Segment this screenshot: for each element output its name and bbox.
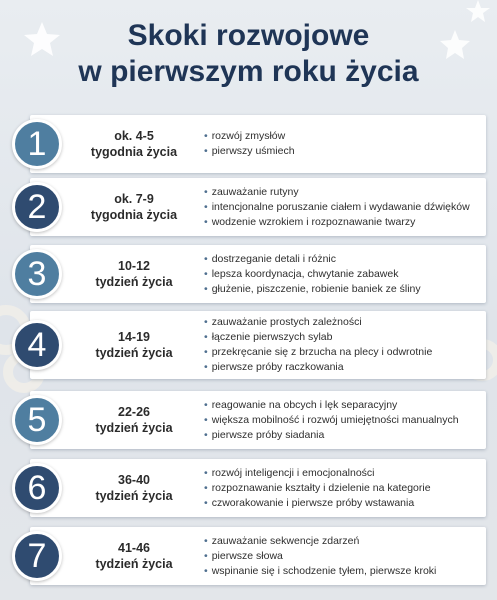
- milestone-item: • zauważanie sekwencje zdarzeń: [204, 534, 480, 549]
- period-unit: tygodnia życia: [90, 145, 178, 159]
- milestone-item: • głużenie, piszczenie, robienie baniek ze śliny: [204, 282, 480, 297]
- period-range: 14-19: [118, 330, 150, 344]
- leap-period: [74, 245, 194, 303]
- period-range: 41-46: [118, 541, 150, 555]
- leap-number-badge: 4: [12, 320, 62, 370]
- period-unit: tygodnia życia: [90, 208, 178, 222]
- title-line-1: Skoki rozwojowe: [127, 19, 370, 52]
- leap-period: [74, 311, 194, 379]
- leap-period: [74, 391, 194, 449]
- milestone-list: [204, 311, 480, 379]
- milestone-item: • dostrzeganie detali i różnic: [204, 252, 480, 267]
- period-unit: tydzień życia: [95, 421, 173, 435]
- period-unit: tydzień życia: [95, 275, 173, 289]
- milestone-item: • rozwój zmysłów: [204, 129, 480, 144]
- milestone-list: [204, 115, 480, 173]
- milestone-item: • rozpoznawanie kształty i dzielenie na kategorie: [204, 481, 480, 496]
- milestone-list: [204, 459, 480, 517]
- leap-2: [12, 178, 486, 236]
- milestone-item: • pierwsze próby raczkowania: [204, 360, 480, 375]
- milestone-item: • łączenie pierwszych sylab: [204, 330, 480, 345]
- period-range: 22-26: [118, 405, 150, 419]
- leap-1: [12, 115, 486, 173]
- period-unit: tydzień życia: [95, 489, 173, 503]
- period-range: ok. 4-5: [114, 129, 154, 143]
- milestone-item: • pierwsze słowa: [204, 549, 480, 564]
- leap-4: [12, 311, 486, 379]
- leap-number-badge: 3: [12, 249, 62, 299]
- leap-number-badge: 5: [12, 395, 62, 445]
- milestone-item: • intencjonalne poruszanie ciałem i wydawanie dźwięków: [204, 200, 480, 215]
- milestone-item: • większa mobilność i rozwój umiejętności manualnych: [204, 413, 480, 428]
- milestone-item: • przekręcanie się z brzucha na plecy i odwrotnie: [204, 345, 480, 360]
- leap-number-badge: 7: [12, 531, 62, 581]
- milestone-item: • wodzenie wzrokiem i rozpoznawanie twarzy: [204, 215, 480, 230]
- leap-period: [74, 459, 194, 517]
- title-line-2: w pierwszym roku życia: [78, 55, 419, 88]
- leap-number-badge: 2: [12, 182, 62, 232]
- leap-period: [74, 178, 194, 236]
- period-unit: tydzień życia: [95, 557, 173, 571]
- milestone-list: [204, 245, 480, 303]
- page-title: [0, 18, 497, 90]
- milestone-item: • czworakowanie i pierwsze próby wstawania: [204, 496, 480, 511]
- milestone-item: • zauważanie prostych zależności: [204, 315, 480, 330]
- period-unit: tydzień życia: [95, 346, 173, 360]
- milestone-list: [204, 178, 480, 236]
- milestone-item: • pierwszy uśmiech: [204, 144, 480, 159]
- milestone-item: • zauważanie rutyny: [204, 185, 480, 200]
- milestone-item: • pierwsze próby siadania: [204, 428, 480, 443]
- leap-5: [12, 391, 486, 449]
- milestone-list: [204, 527, 480, 585]
- milestone-item: • wspinanie się i schodzenie tyłem, pierwsze kroki: [204, 564, 480, 579]
- leap-6: [12, 459, 486, 517]
- leap-period: [74, 115, 194, 173]
- milestone-item: • reagowanie na obcych i lęk separacyjny: [204, 398, 480, 413]
- leap-3: [12, 245, 486, 303]
- milestone-item: • lepsza koordynacja, chwytanie zabawek: [204, 267, 480, 282]
- leap-period: [74, 527, 194, 585]
- milestone-list: [204, 391, 480, 449]
- leap-number-badge: 6: [12, 463, 62, 513]
- leap-number-badge: 1: [12, 119, 62, 169]
- milestone-item: • rozwój inteligencji i emocjonalności: [204, 466, 480, 481]
- leap-7: [12, 527, 486, 585]
- period-range: 10-12: [118, 259, 150, 273]
- period-range: 36-40: [118, 473, 150, 487]
- period-range: ok. 7-9: [114, 192, 154, 206]
